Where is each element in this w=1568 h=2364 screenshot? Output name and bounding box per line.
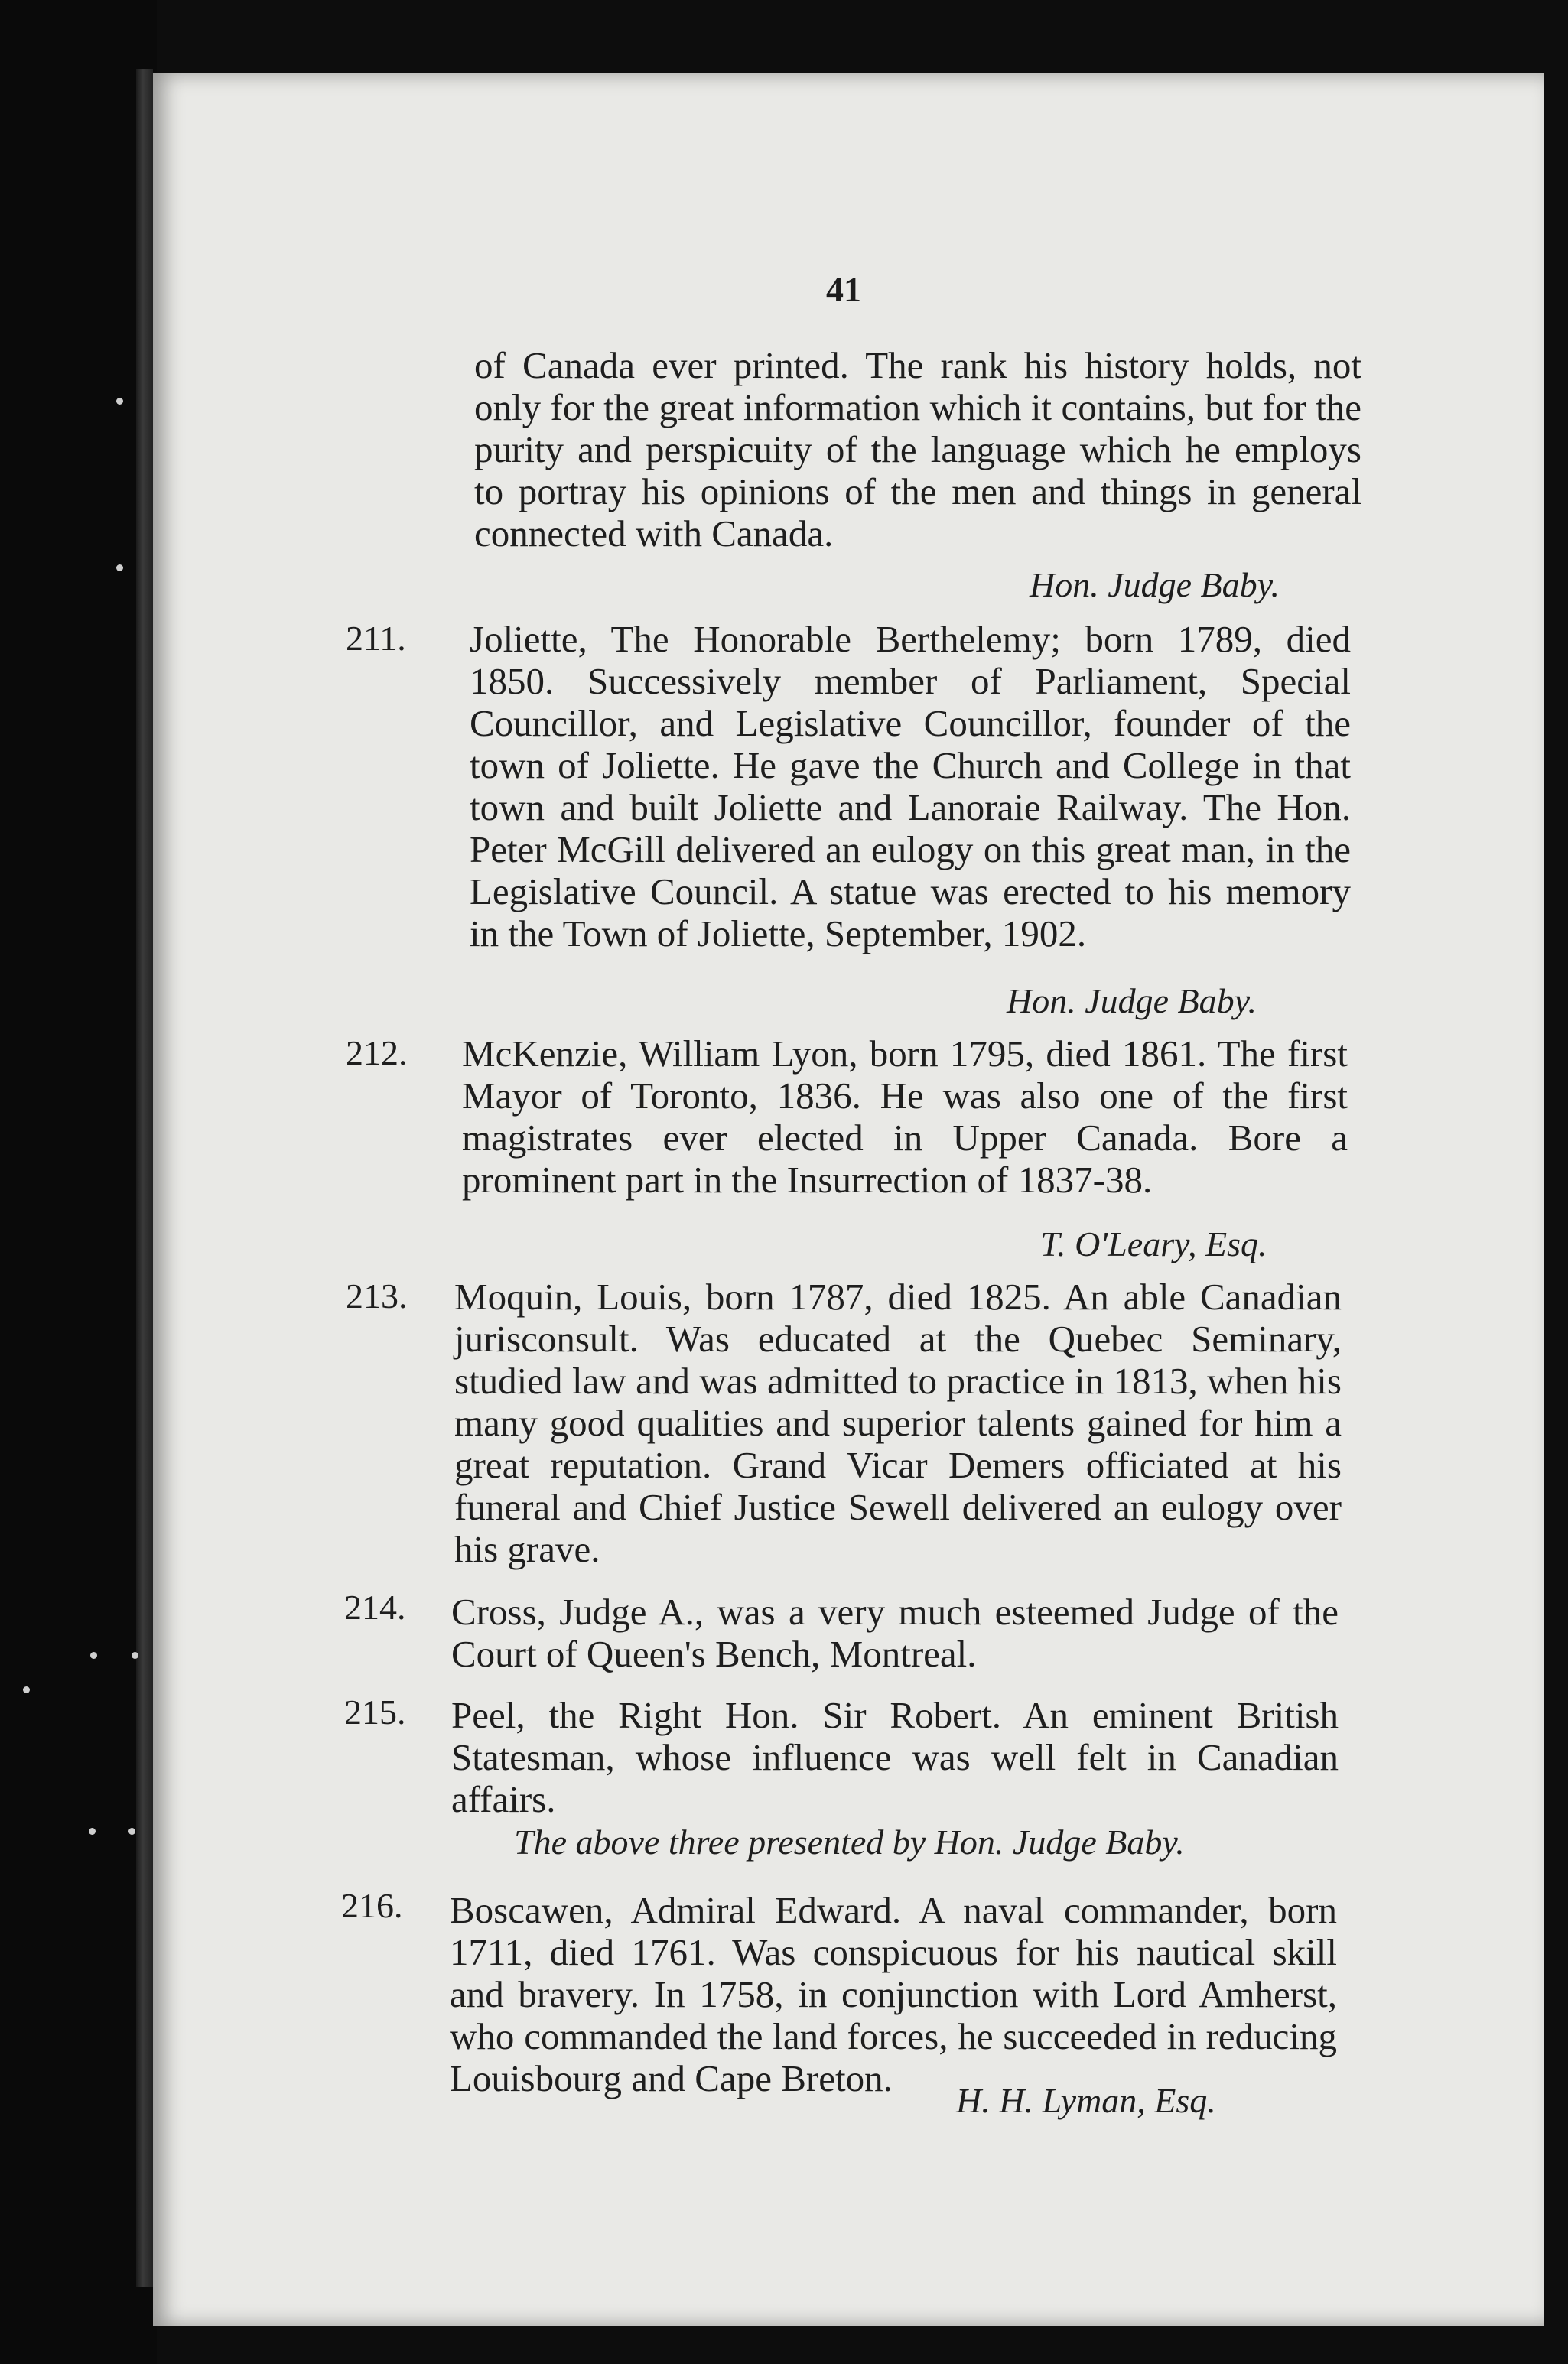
entry-text: Cross, Judge A., was a very much esteemed Judge of the Court of Queen's Bench, Montreal. (451, 1591, 1339, 1675)
scan-artifact-dot (116, 398, 123, 405)
entry-number: 214. (344, 1588, 406, 1627)
entry-number: 213. (346, 1276, 408, 1315)
entry-number: 211. (346, 619, 406, 658)
entry-attribution: T. O'Leary, Esq. (1040, 1224, 1267, 1263)
entry-number: 215. (344, 1693, 406, 1732)
scan-artifact-dot (89, 1828, 96, 1835)
scan-artifact-dot (116, 564, 123, 571)
entry-text: Joliette, The Honorable Berthelemy; born 1789, died 1850. Successively member of Parliament, Special Councillor, and Legislative Councillor, founder of the town of Joliette. He gave the Church and College in that town and built Joliette and Lanoraie Railway. The Hon. Peter McGill delivered an eulogy on this great man, in the Legislative Council. A statue was erected to his memory in the Town of Joliette, September, 1902. (470, 618, 1351, 954)
entry-text: McKenzie, William Lyon, born 1795, died 1861. The first Mayor of Toronto, 1836. He was also one of the first magistrates ever elected in Upper Canada. Bore a prominent part in the Insurrection of 1837-38. (462, 1032, 1348, 1201)
entry-text: Boscawen, Admiral Edward. A naval commander, born 1711, died 1761. Was conspicuous for his nautical skill and bravery. In 1758, in conjunction with Lord Amherst, who commanded the land forces, he succeeded in reducing Louisbourg and Cape Breton. (450, 1889, 1337, 2099)
entry-number: 212. (346, 1033, 408, 1072)
entry-text: Peel, the Right Hon. Sir Robert. An eminent British Statesman, whose influence was well felt in Canadian affairs. (451, 1694, 1339, 1820)
scan-artifact-dot (23, 1686, 30, 1693)
page-number: 41 (826, 270, 861, 309)
entry-number: 216. (341, 1886, 403, 1925)
entry-attribution: Hon. Judge Baby. (1007, 981, 1257, 1020)
scan-artifact-dot (132, 1652, 138, 1659)
left-margin-strip (0, 0, 157, 2364)
group-attribution: The above three presented by Hon. Judge Baby. (514, 1823, 1185, 1862)
scan-artifact-dot (128, 1828, 135, 1835)
intro-paragraph: of Canada ever printed. The rank his history holds, not only for the great information which it contains, but for the purity and perspicuity of the language which he employs to portray his opinions of the men and things in general connected with Canada. (474, 344, 1361, 554)
entry-text: Moquin, Louis, born 1787, died 1825. An able Canadian jurisconsult. Was educated at the Quebec Seminary, studied law and was admitted to practice in 1813, when his many good qualities and superior talents gained for him a great reputation. Grand Vicar Demers officiated at his funeral and Chief Justice Sewell delivered an eulogy over his grave. (454, 1276, 1342, 1570)
intro-attribution: Hon. Judge Baby. (1030, 565, 1280, 604)
book-binding-edge (136, 69, 153, 2287)
entry-attribution: H. H. Lyman, Esq. (956, 2081, 1216, 2120)
scan-artifact-dot (90, 1652, 97, 1659)
